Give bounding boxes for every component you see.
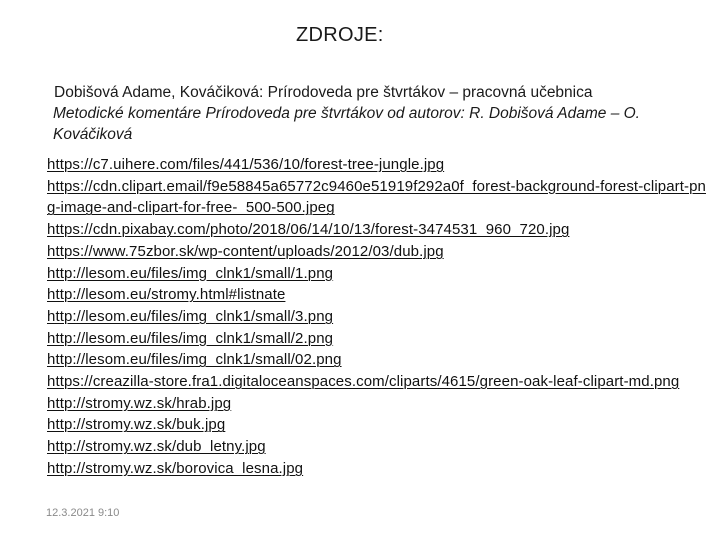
source-link[interactable]: https://c7.uihere.com/files/441/536/10/forest-tree-jungle.jpg [47,156,445,173]
reference-methodology: Metodické komentáre Prírodoveda pre štvrtákov od autorov: R. Dobišová Adame – O. Kováčiková [53,105,640,143]
source-link[interactable]: http://lesom.eu/files/img_clnk1/small/1.png [47,264,334,282]
source-link[interactable]: https://creazilla-store.fra1.digitaloceanspaces.com/cliparts/4615/green-oak-leaf-clipart-md.png [47,373,680,391]
source-link[interactable]: http://stromy.wz.sk/buk.jpg [47,416,226,434]
source-link[interactable]: http://lesom.eu/files/img_clnk1/small/02.png [47,351,342,369]
source-links-list [47,154,712,480]
source-link[interactable]: http://lesom.eu/files/img_clnk1/small/3.png [47,307,334,325]
footer-date: 12.3.2021 9:10 [46,507,120,519]
source-link[interactable]: http://stromy.wz.sk/dub_letny.jpg [47,438,266,456]
reference-textbook: Dobišová Adame, Kováčiková: Prírodoveda pre štvrtákov – pracovná učebnica [54,84,593,101]
source-link[interactable]: https://www.75zbor.sk/wp-content/uploads/2012/03/dub.jpg [47,242,444,260]
source-link[interactable]: https://cdn.pixabay.com/photo/2018/06/14/10/13/forest-3474531_960_720.jpg [47,221,570,239]
source-link[interactable]: http://lesom.eu/stromy.html#listnate [47,286,286,304]
slide-title: ZDROJE: [296,24,384,46]
references-block [48,82,688,145]
source-link[interactable]: http://stromy.wz.sk/hrab.jpg [47,394,232,412]
source-link[interactable]: http://lesom.eu/files/img_clnk1/small/2.png [47,329,334,347]
source-link[interactable]: https://cdn.clipart.email/f9e58845a65772c9460e51919f292a0f_forest-background-forest-clipart-png-image-and-clipart-for-free-_500-500.jpeg [47,177,706,217]
source-link[interactable]: http://stromy.wz.sk/borovica_lesna.jpg [47,459,304,477]
